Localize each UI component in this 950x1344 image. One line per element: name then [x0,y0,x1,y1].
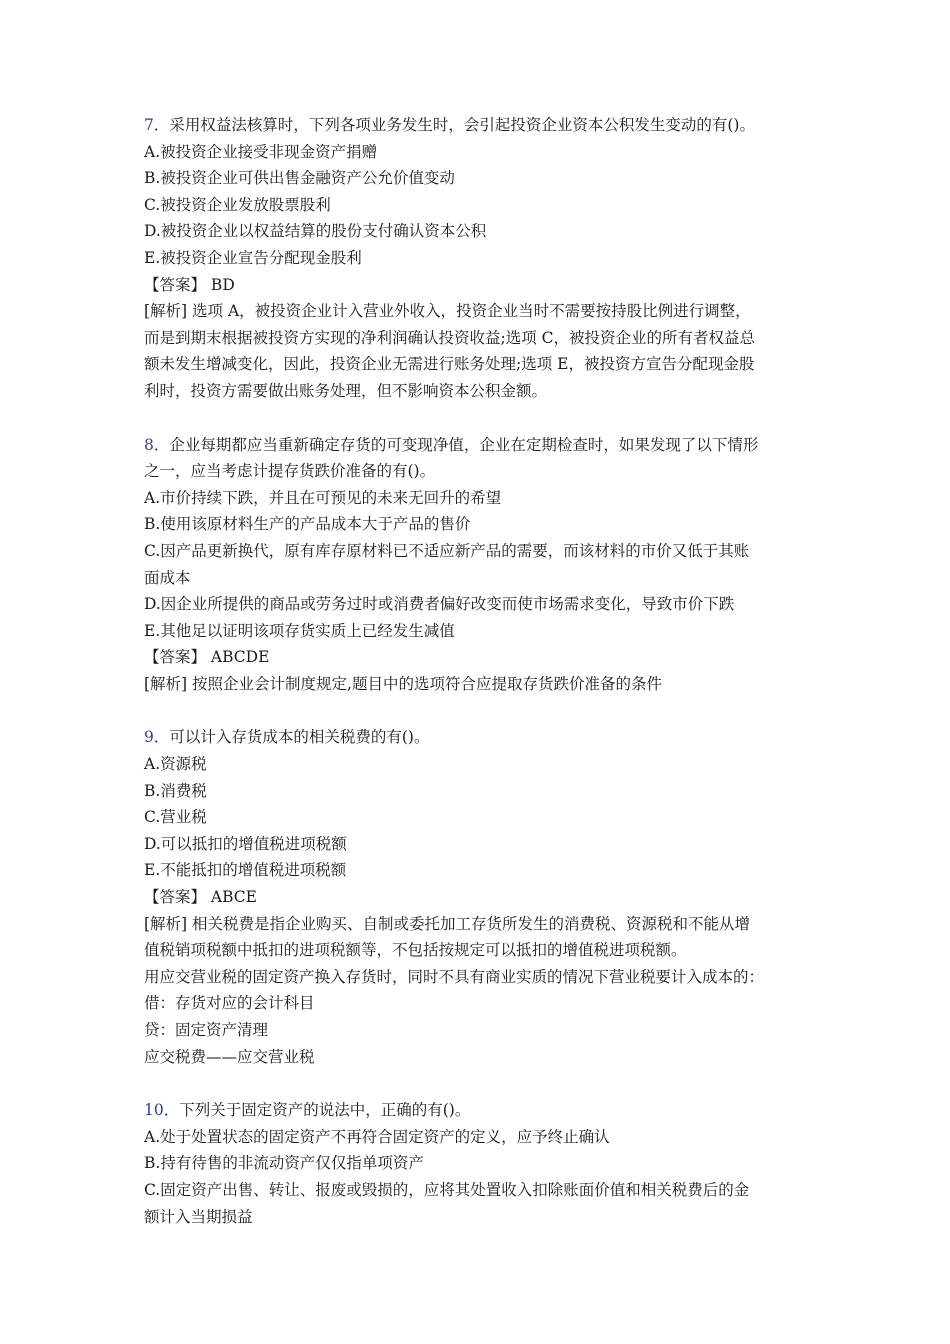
option-e: E.被投资企业宣告分配现金股利 [144,248,362,267]
option-b: B.被投资企业可供出售金融资产公允价值变动 [144,169,455,188]
option-b: B.使用该原材料生产的产品成本大于产品的售价 [144,515,471,534]
question-10 [144,1097,808,1230]
question-stem-cont: 之一，应当考虑计提存货跌价准备的有()。 [144,462,436,481]
option-a: A.市价持续下跌，并且在可预见的未来无回升的希望 [144,488,502,507]
analysis-line: [解析] 相关税费是指企业购买、自制或委托加工存货所发生的消费税、资源税和不能从增 [144,914,751,933]
answer: 【答案】 BD [144,275,235,294]
option-c-cont: 额计入当期损益 [144,1207,253,1226]
analysis-line: 而是到期末根据被投资方实现的净利润确认投资收益;选项 C，被投资企业的所有者权益总 [144,328,756,347]
analysis-line: 利时，投资方需要做出账务处理，但不影响资本公积金额。 [144,381,548,400]
question-9 [144,724,808,1070]
question-number: 7 [144,116,154,134]
question-number: 8 [144,435,154,454]
option-c: C.营业税 [144,808,207,827]
analysis-line: [解析] 选项 A，被投资企业计入营业外收入，投资企业当时不需要按持股比例进行调整， [144,302,751,321]
option-c: C.固定资产出售、转让、报废或毁损的，应将其处置收入扣除账面价值和相关税费后的金 [144,1180,750,1199]
question-stem [144,1097,808,1124]
option-b: B.消费税 [144,781,207,800]
analysis-line: 用应交营业税的固定资产换入存货时，同时不具有商业实质的情况下营业税要计入成本的： [144,967,765,986]
option-c-cont: 面成本 [144,568,191,587]
option-a: A.处于处置状态的固定资产不再符合固定资产的定义，应予终止确认 [144,1127,610,1146]
question-text: ．企业每期都应当重新确定存货的可变现净值，企业在定期检查时，如果发现了以下情形 [153,435,759,454]
analysis-line: 值税销项税额中抵扣的进项税额等，不包括按规定可以抵扣的增值税进项税额。 [144,941,687,960]
option-d: D.因企业所提供的商品或劳务过时或消费者偏好改变而使市场需求变化，导致市价下跌 [144,595,735,614]
analysis-line: 额未发生增减变化，因此，投资企业无需进行账务处理;选项 E，被投资方宣告分配现金股 [144,355,755,374]
question-stem [144,112,808,139]
analysis-line: 借：存货对应的会计科目 [144,994,315,1013]
option-c: C.被投资企业发放股票股利 [144,195,331,214]
option-d: D.可以抵扣的增值税进项税额 [144,834,347,853]
option-c: C.因产品更新换代，原有库存原材料已不适应新产品的需要，而该材料的市价又低于其账 [144,541,750,560]
option-b: B.持有待售的非流动资产仅仅指单项资产 [144,1154,424,1173]
question-text: ．可以计入存货成本的相关税费的有()。 [153,728,430,747]
answer: 【答案】 ABCDE [144,648,270,667]
option-a: A.资源税 [144,755,207,774]
question-number: 9 [144,728,154,747]
question-text: ．下列关于固定资产的说法中，正确的有()。 [163,1101,471,1120]
analysis-line: [解析] 按照企业会计制度规定,题目中的选项符合应提取存货跌价准备的条件 [144,674,662,693]
question-stem [144,724,808,751]
question-stem [144,432,808,459]
question-number: 10 [144,1101,164,1120]
option-e: E.不能抵扣的增值税进项税额 [144,861,347,880]
option-e: E.其他足以证明该项存货实质上已经发生减值 [144,621,455,640]
analysis-line: 贷：固定资产清理 [144,1021,269,1039]
document-page [144,112,808,1257]
option-d: D.被投资企业以权益结算的股份支付确认资本公积 [144,222,487,241]
question-8 [144,432,808,698]
question-text: ．采用权益法核算时，下列各项业务发生时，会引起投资企业资本公积发生变动的有()。 [153,116,755,134]
option-a: A.被投资企业接受非现金资产捐赠 [144,142,378,161]
question-7 [144,112,808,405]
answer: 【答案】 ABCE [144,888,257,907]
analysis-line: 应交税费——应交营业税 [144,1047,315,1066]
